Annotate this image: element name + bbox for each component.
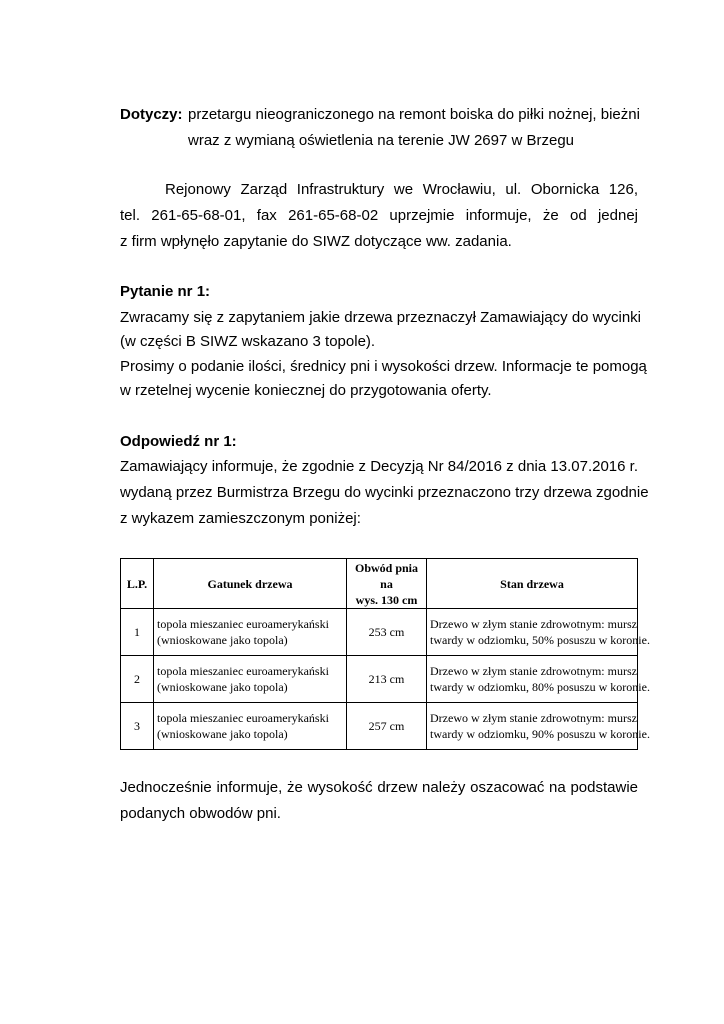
header-circumference xyxy=(347,559,427,609)
row-condition-line-1: Drzewo w złym stanie zdrowotnym: mursz xyxy=(430,711,637,725)
subject-text-line-2: wraz z wymianą oświetlenia na terenie JW 2697 w Brzegu xyxy=(188,132,575,149)
row-species xyxy=(154,656,347,703)
row-circumference: 257 cm xyxy=(347,703,427,750)
trees-table xyxy=(120,558,650,750)
row-species-line-2: (wnioskowane jako topola) xyxy=(157,633,288,647)
row-condition xyxy=(427,703,650,750)
row-species-line-2: (wnioskowane jako topola) xyxy=(157,727,288,741)
question-line-4: w rzetelnej wycenie koniecznej do przygotowania oferty. xyxy=(120,382,492,399)
table-row xyxy=(121,609,638,656)
answer-line-2: wydaną przez Burmistrza Brzegu do wycinki przeznaczono trzy drzewa zgodnie xyxy=(120,484,649,501)
table-row xyxy=(121,703,638,750)
row-lp: 1 xyxy=(121,609,154,656)
intro-line-2: tel. 261-65-68-01, fax 261-65-68-02 uprzejmie informuje, że od jednej xyxy=(120,207,638,224)
row-circumference: 213 cm xyxy=(347,656,427,703)
closing-line-2: podanych obwodów pni. xyxy=(120,805,281,822)
row-condition-line-2: twardy w odziomku, 50% posuszu w koronie. xyxy=(430,633,650,647)
table-header-row xyxy=(121,559,638,609)
row-circumference: 253 cm xyxy=(347,609,427,656)
subject-label: Dotyczy: xyxy=(120,106,183,123)
header-species: Gatunek drzewa xyxy=(154,559,347,609)
header-circumference-line-1: Obwód pnia na xyxy=(354,560,419,591)
row-species xyxy=(154,703,347,750)
row-species-line-1: topola mieszaniec euroamerykański xyxy=(157,664,329,678)
header-lp: L.P. xyxy=(121,559,154,609)
intro-line-1: Rejonowy Zarząd Infrastruktury we Wrocławiu, ul. Obornicka 126, xyxy=(165,181,638,198)
answer-heading: Odpowiedź nr 1: xyxy=(120,433,237,450)
table-row xyxy=(121,656,638,703)
row-species-line-1: topola mieszaniec euroamerykański xyxy=(157,617,329,631)
closing-line-1: Jednocześnie informuje, że wysokość drzew należy oszacować na podstawie xyxy=(120,779,638,796)
row-lp: 3 xyxy=(121,703,154,750)
row-condition-line-2: twardy w odziomku, 90% posuszu w koronie. xyxy=(430,727,650,741)
row-condition-line-2: twardy w odziomku, 80% posuszu w koronie. xyxy=(430,680,650,694)
subject-text-line-1: przetargu nieograniczonego na remont boiska do piłki nożnej, bieżni xyxy=(188,106,640,123)
row-condition-line-1: Drzewo w złym stanie zdrowotnym: mursz xyxy=(430,664,637,678)
row-condition xyxy=(427,656,650,703)
header-condition: Stan drzewa xyxy=(427,559,638,609)
row-species xyxy=(154,609,347,656)
question-heading: Pytanie nr 1: xyxy=(120,283,211,300)
row-lp: 2 xyxy=(121,656,154,703)
answer-line-3: z wykazem zamieszczonym poniżej: xyxy=(120,510,361,527)
header-circumference-line-2: wys. 130 cm xyxy=(355,592,418,607)
question-line-2: (w części B SIWZ wskazano 3 topole). xyxy=(120,333,376,350)
row-condition-line-1: Drzewo w złym stanie zdrowotnym: mursz xyxy=(430,617,637,631)
question-line-3: Prosimy o podanie ilości, średnicy pni i wysokości drzew. Informacje te pomogą xyxy=(120,358,647,375)
row-condition xyxy=(427,609,650,656)
intro-line-3: z firm wpłynęło zapytanie do SIWZ dotyczące ww. zadania. xyxy=(120,233,512,250)
question-line-1: Zwracamy się z zapytaniem jakie drzewa przeznaczył Zamawiający do wycinki xyxy=(120,309,642,326)
answer-line-1: Zamawiający informuje, że zgodnie z Decyzją Nr 84/2016 z dnia 13.07.2016 r. xyxy=(120,458,638,475)
row-species-line-1: topola mieszaniec euroamerykański xyxy=(157,711,329,725)
row-species-line-2: (wnioskowane jako topola) xyxy=(157,680,288,694)
